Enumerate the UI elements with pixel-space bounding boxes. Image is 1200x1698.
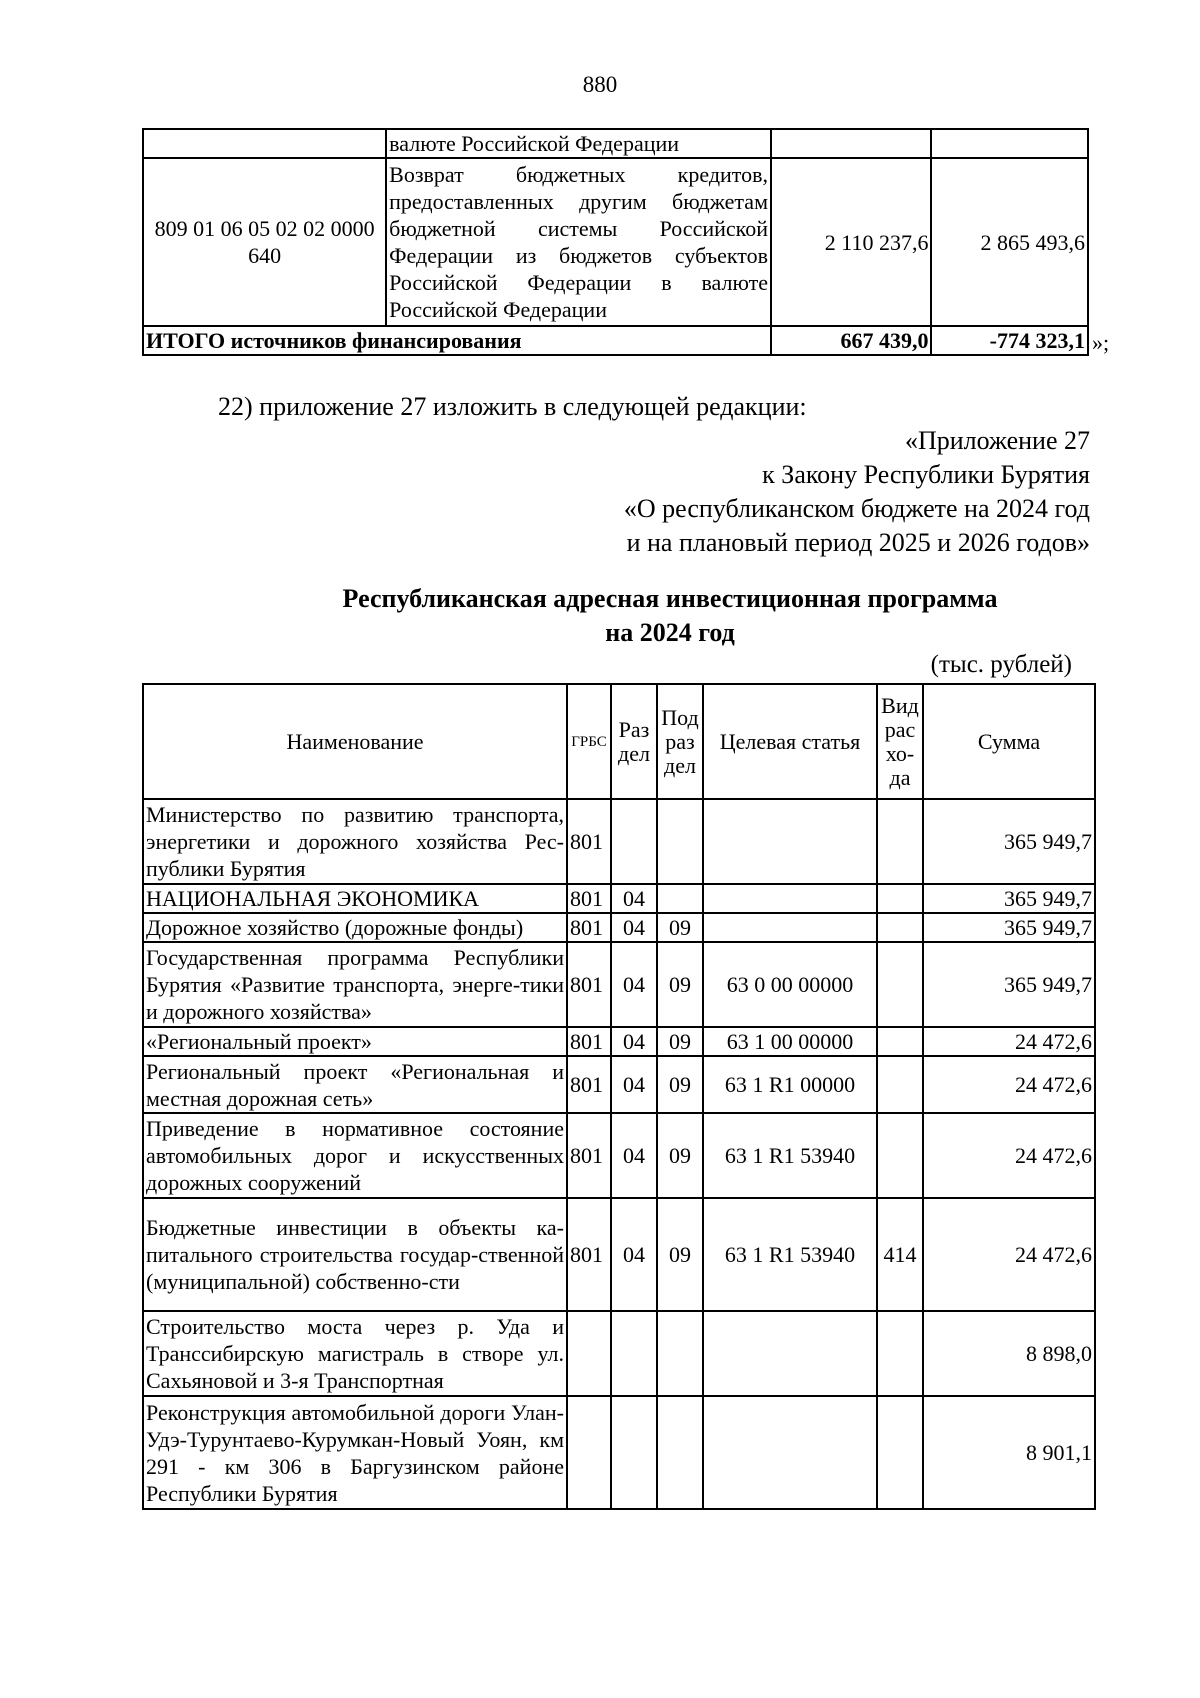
table-row [143,942,1095,1027]
closing-quote: »; [1092,330,1110,355]
row-grbs: 801 [567,942,611,1027]
row-vid [877,799,923,884]
row-name: Региональный проект «Региональная и местная дорожная сеть» [143,1056,567,1113]
row-podrazdel: 09 [657,1198,703,1311]
row-podrazdel [657,1396,703,1509]
total-value-2026: -774 323,1 [931,326,1088,355]
title-line: Республиканская адресная инвестиционная программа [342,584,998,613]
row-target: 63 1 R1 00000 [703,1056,877,1113]
row-podrazdel [657,884,703,913]
appendix-line: «Приложение 27 [904,426,1090,455]
row-vid [877,1027,923,1056]
financing-sources-table [142,128,1089,356]
header-sum: Сумма [923,684,1095,799]
row-target: 63 0 00 00000 [703,942,877,1027]
program-title [240,582,1100,650]
row-razdel: 04 [611,1113,657,1198]
row-vid [877,1311,923,1396]
total-label: ИТОГО источников финансирования [143,326,771,355]
row-vid [877,942,923,1027]
row-sum: 8 898,0 [923,1311,1095,1396]
description-cell: Возврат бюджетных кредитов, предоставленных другим бюджетам бюджетной системы Российской Федерации из бюджетов субъектов Российской Федерации в валюте Российской Федерации [386,158,771,326]
table-row [143,1056,1095,1113]
row-podrazdel: 09 [657,1056,703,1113]
row-razdel: 04 [611,1056,657,1113]
row-grbs: 801 [567,913,611,942]
row-razdel: 04 [611,942,657,1027]
value-2025-cell [771,129,931,158]
header-target: Целевая статья [703,684,877,799]
row-target [703,1311,877,1396]
row-grbs [567,1396,611,1509]
row-target [703,884,877,913]
row-name: Строительство моста через р. Уда и Транссибирскую магистраль в створе ул. Сахьяновой и 3-я Транспортная [143,1311,567,1396]
description-cell: валюте Российской Федерации [386,129,771,158]
table-row [143,1198,1095,1311]
appendix-line: и на плановый период 2025 и 2026 годов» [626,528,1090,557]
row-razdel: 04 [611,1198,657,1311]
table-row [143,158,1088,326]
row-name: «Региональный проект» [143,1027,567,1056]
table-row [143,1027,1095,1056]
row-vid [877,1396,923,1509]
table-row [143,884,1095,913]
row-vid [877,913,923,942]
row-razdel [611,799,657,884]
code-cell [143,129,386,158]
row-vid [877,1056,923,1113]
row-grbs: 801 [567,799,611,884]
row-razdel: 04 [611,884,657,913]
title-line: на 2024 год [605,618,735,647]
total-value-2025: 667 439,0 [771,326,931,355]
investment-program-table [142,683,1096,1510]
units-label: (тыс. рублей) [930,651,1072,678]
header-razdel: Раз дел [611,684,657,799]
page-number: 880 [582,72,618,97]
row-name: Министерство по развитию транспорта, энергетики и дорожного хозяйства Рес-публики Бурятия [143,799,567,884]
table-row [143,129,1088,158]
row-podrazdel [657,799,703,884]
row-target [703,913,877,942]
row-grbs: 801 [567,1056,611,1113]
header-vid: Вид рас хо- да [877,684,923,799]
row-podrazdel: 09 [657,942,703,1027]
row-sum: 365 949,7 [923,942,1095,1027]
row-name: Бюджетные инвестиции в объекты ка-питального строительства государ-ственной (муниципальной) собственно-сти [143,1198,567,1311]
table-row [143,1396,1095,1509]
row-sum: 24 472,6 [923,1056,1095,1113]
table-row [143,913,1095,942]
row-sum: 8 901,1 [923,1396,1095,1509]
row-sum: 365 949,7 [923,799,1095,884]
header-podrazdel: Под раз дел [657,684,703,799]
value-2026-cell: 2 865 493,6 [931,158,1088,326]
amendment-text: 22) приложение 27 изложить в следующей редакции: [218,392,807,421]
row-razdel [611,1311,657,1396]
row-vid: 414 [877,1198,923,1311]
code-cell: 809 01 06 05 02 02 0000 640 [143,158,386,326]
row-sum: 24 472,6 [923,1198,1095,1311]
header-grbs: ГРБС [567,684,611,799]
row-razdel [611,1396,657,1509]
header-name: Наименование [143,684,567,799]
row-grbs: 801 [567,884,611,913]
row-razdel: 04 [611,1027,657,1056]
row-target: 63 1 R1 53940 [703,1113,877,1198]
row-sum: 24 472,6 [923,1113,1095,1198]
row-grbs: 801 [567,1113,611,1198]
row-sum: 365 949,7 [923,884,1095,913]
row-grbs: 801 [567,1198,611,1311]
value-2025-cell: 2 110 237,6 [771,158,931,326]
row-podrazdel [657,1311,703,1396]
row-grbs [567,1311,611,1396]
row-target [703,799,877,884]
row-name: Дорожное хозяйство (дорожные фонды) [143,913,567,942]
row-podrazdel: 09 [657,913,703,942]
row-name: Приведение в нормативное состояние автомобильных дорог и искусственных дорожных сооружений [143,1113,567,1198]
row-target: 63 1 00 00000 [703,1027,877,1056]
row-razdel: 04 [611,913,657,942]
row-podrazdel: 09 [657,1027,703,1056]
row-target [703,1396,877,1509]
row-sum: 24 472,6 [923,1027,1095,1056]
row-vid [877,884,923,913]
row-vid [877,1113,923,1198]
value-2026-cell [931,129,1088,158]
header-row [143,684,1095,799]
appendix-line: «О республиканском бюджете на 2024 год [623,494,1090,523]
appendix-line: к Закону Республики Бурятия [762,460,1090,489]
table-row [143,1311,1095,1396]
row-name: НАЦИОНАЛЬНАЯ ЭКОНОМИКА [143,884,567,913]
table-row [143,799,1095,884]
row-target: 63 1 R1 53940 [703,1198,877,1311]
total-row [143,326,1088,355]
row-name: Реконструкция автомобильной дороги Улан-Удэ-Турунтаево-Курумкан-Новый Уоян, км 291 - км 306 в Баргузинском районе Республики Бурятия [143,1396,567,1509]
row-sum: 365 949,7 [923,913,1095,942]
row-name: Государственная программа Республики Бурятия «Развитие транспорта, энерге-тики и дорожного хозяйства» [143,942,567,1027]
appendix-header [624,424,1090,560]
row-podrazdel: 09 [657,1113,703,1198]
table-row [143,1113,1095,1198]
row-grbs: 801 [567,1027,611,1056]
